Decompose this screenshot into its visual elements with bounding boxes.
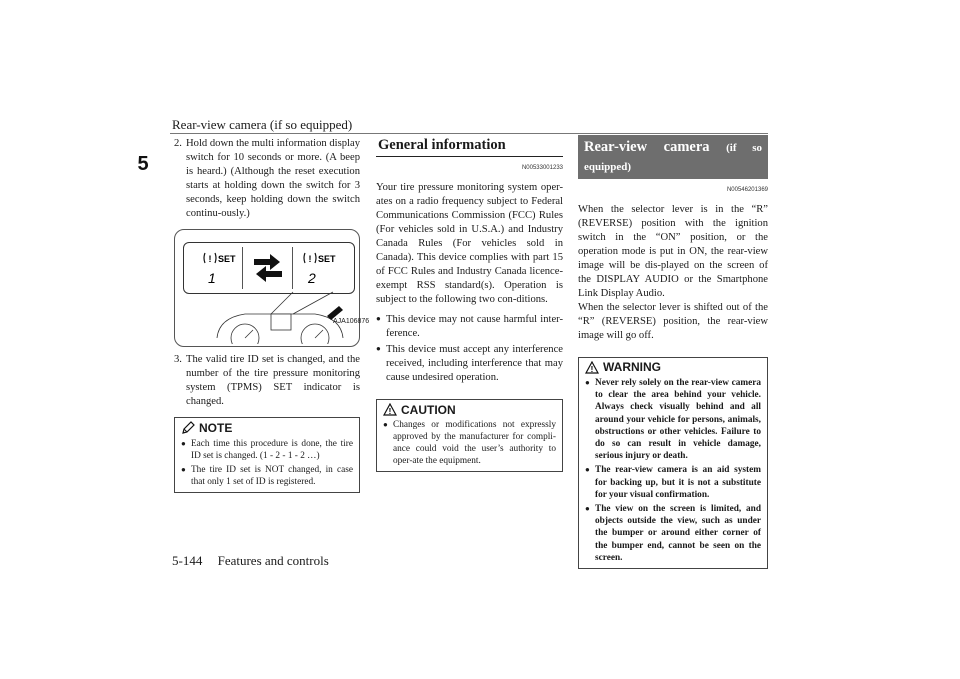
list-item	[585, 503, 761, 564]
document-code: N00533001233	[521, 165, 563, 171]
column-2	[376, 135, 563, 472]
section-heading-text: Rear-view camera	[584, 139, 710, 155]
warning-triangle-icon	[585, 361, 599, 374]
list-item	[585, 464, 761, 501]
bullet-icon: ●	[585, 378, 590, 387]
warning-box	[578, 357, 768, 569]
note-box	[174, 417, 360, 493]
bullet-icon: ●	[376, 344, 381, 353]
section-heading-qualifier: (if so equipped)	[584, 142, 762, 173]
set-indicator-2	[302, 249, 342, 287]
list-item-text: Changes or modifications not expressly approved by the manufacturer for compli-ance could void the user’s authority to oper-ate the equipment.	[393, 420, 556, 466]
tpms-figure	[174, 229, 370, 347]
panel-divider	[292, 247, 293, 289]
list-item-text: Never rely solely on the rear-view camera to clear the area behind your vehicle. Always check visually behind and all around your vehicle for persons, animals, obstructions or other vehicles. Failure to do so can result in vehicle damage, serious injury or death.	[595, 378, 761, 462]
svg-text:!: !	[388, 407, 392, 416]
bullet-icon: ●	[376, 314, 381, 323]
bullet-icon: ●	[585, 504, 590, 514]
list-item	[376, 313, 563, 341]
set-label-2: SET	[318, 254, 336, 264]
figure-id: AJA106876	[333, 318, 370, 325]
camera-paragraph-1: When the selector lever is in the “R” (REVERSE) position with the ignition switch in the “ON” position, or the operation mode is put in ON, the rear-view image will be dis-played on the screen of the DISPLAY AUDIO or the Smartphone Link Display Audio.	[578, 204, 768, 299]
list-item-text: This device may not cause harmful inter-ference.	[386, 314, 563, 339]
list-item	[383, 419, 556, 467]
id-set-number-1: 1	[208, 270, 216, 286]
list-item-text: The view on the screen is limited, and objects outside the view, such as under the bumper or around either corner of the bumper end, cannot be seen on the screen.	[595, 504, 761, 563]
list-item	[181, 438, 353, 462]
step-number: 2.	[174, 138, 182, 149]
note-title: NOTE	[199, 421, 233, 435]
list-item-text: Each time this procedure is done, the tire ID set is changed. (1 - 2 - 1 - 2 …)	[191, 439, 353, 461]
warning-triangle-icon	[383, 403, 397, 416]
instrument-cluster-drawing	[215, 290, 345, 344]
bullet-icon: ●	[181, 439, 186, 448]
step-text: The valid tire ID set is changed, and the number of the tire pressure monitoring system (TPMS) SET indicator is changed.	[186, 354, 360, 407]
step-3	[174, 353, 360, 409]
step-text: Hold down the multi information display switch for 10 seconds or more. (A beep is heard.) (Although the reset execution starts at holding down the switch for 3 seconds, keep holding down the switch continu-ously.)	[186, 138, 360, 219]
document-code: N00546201369	[726, 187, 768, 193]
list-item	[181, 464, 353, 488]
set-label-1: SET	[218, 254, 236, 264]
page-footer	[172, 553, 329, 569]
fcc-paragraph: Your tire pressure monitoring system oper-ates on a radio frequency subject to Federal Communications Commission (FCC) Rules (For vehicles sold in U.S.A.) and Industry Canada Rules (For vehicles sold in Canada). This device complies with part 15 of FCC Rules and Industry Canada licence-exempt RSS standard(s). Operation is subject to the following two con-ditions.	[376, 182, 563, 305]
camera-paragraph-2: When the selector lever is shifted out of the “R” (REVERSE) position, the rear-view image will go off.	[578, 302, 768, 341]
header-divider	[170, 133, 768, 134]
bullet-icon: ●	[585, 465, 590, 475]
section-heading-rear-view-camera	[578, 135, 768, 179]
caution-title: CAUTION	[401, 402, 456, 417]
warning-header	[585, 361, 761, 374]
caution-box	[376, 399, 563, 472]
display-panel	[183, 242, 355, 294]
tpms-warning-icon	[202, 249, 242, 287]
swap-arrows-icon	[252, 253, 284, 283]
step-number: 3.	[174, 354, 182, 365]
pencil-icon	[181, 421, 195, 435]
bullet-icon: ●	[383, 420, 388, 429]
id-set-number-2: 2	[308, 270, 316, 286]
tpms-warning-icon	[302, 249, 342, 287]
svg-text:!: !	[208, 254, 212, 264]
page-number: 5-144	[172, 553, 203, 568]
list-item-text: The tire ID set is NOT changed, in case that only 1 set of ID is registered.	[191, 465, 353, 487]
svg-text:!: !	[590, 365, 594, 374]
page-header-title: Rear-view camera (if so equipped)	[172, 117, 353, 132]
bullet-icon: ●	[181, 465, 186, 474]
list-item	[376, 343, 563, 385]
caution-header	[383, 403, 556, 416]
warning-title: WARNING	[603, 360, 661, 375]
column-1	[174, 135, 370, 493]
set-indicator-1	[202, 249, 242, 287]
chapter-tab: 5	[127, 142, 159, 186]
list-item-text: This device must accept any interference received, including interference that may cause undesired operation.	[386, 344, 563, 383]
section-heading-general-information: General information	[376, 135, 563, 157]
step-2	[174, 137, 360, 221]
column-3	[578, 135, 768, 569]
note-header	[181, 421, 353, 435]
svg-text:!: !	[308, 254, 312, 264]
panel-divider	[242, 247, 243, 289]
list-item-text: The rear-view camera is an aid system for backing up, but it is not a substitute for your visual confirmation.	[595, 465, 761, 500]
list-item	[585, 377, 761, 462]
footer-section-title: Features and controls	[217, 553, 329, 568]
